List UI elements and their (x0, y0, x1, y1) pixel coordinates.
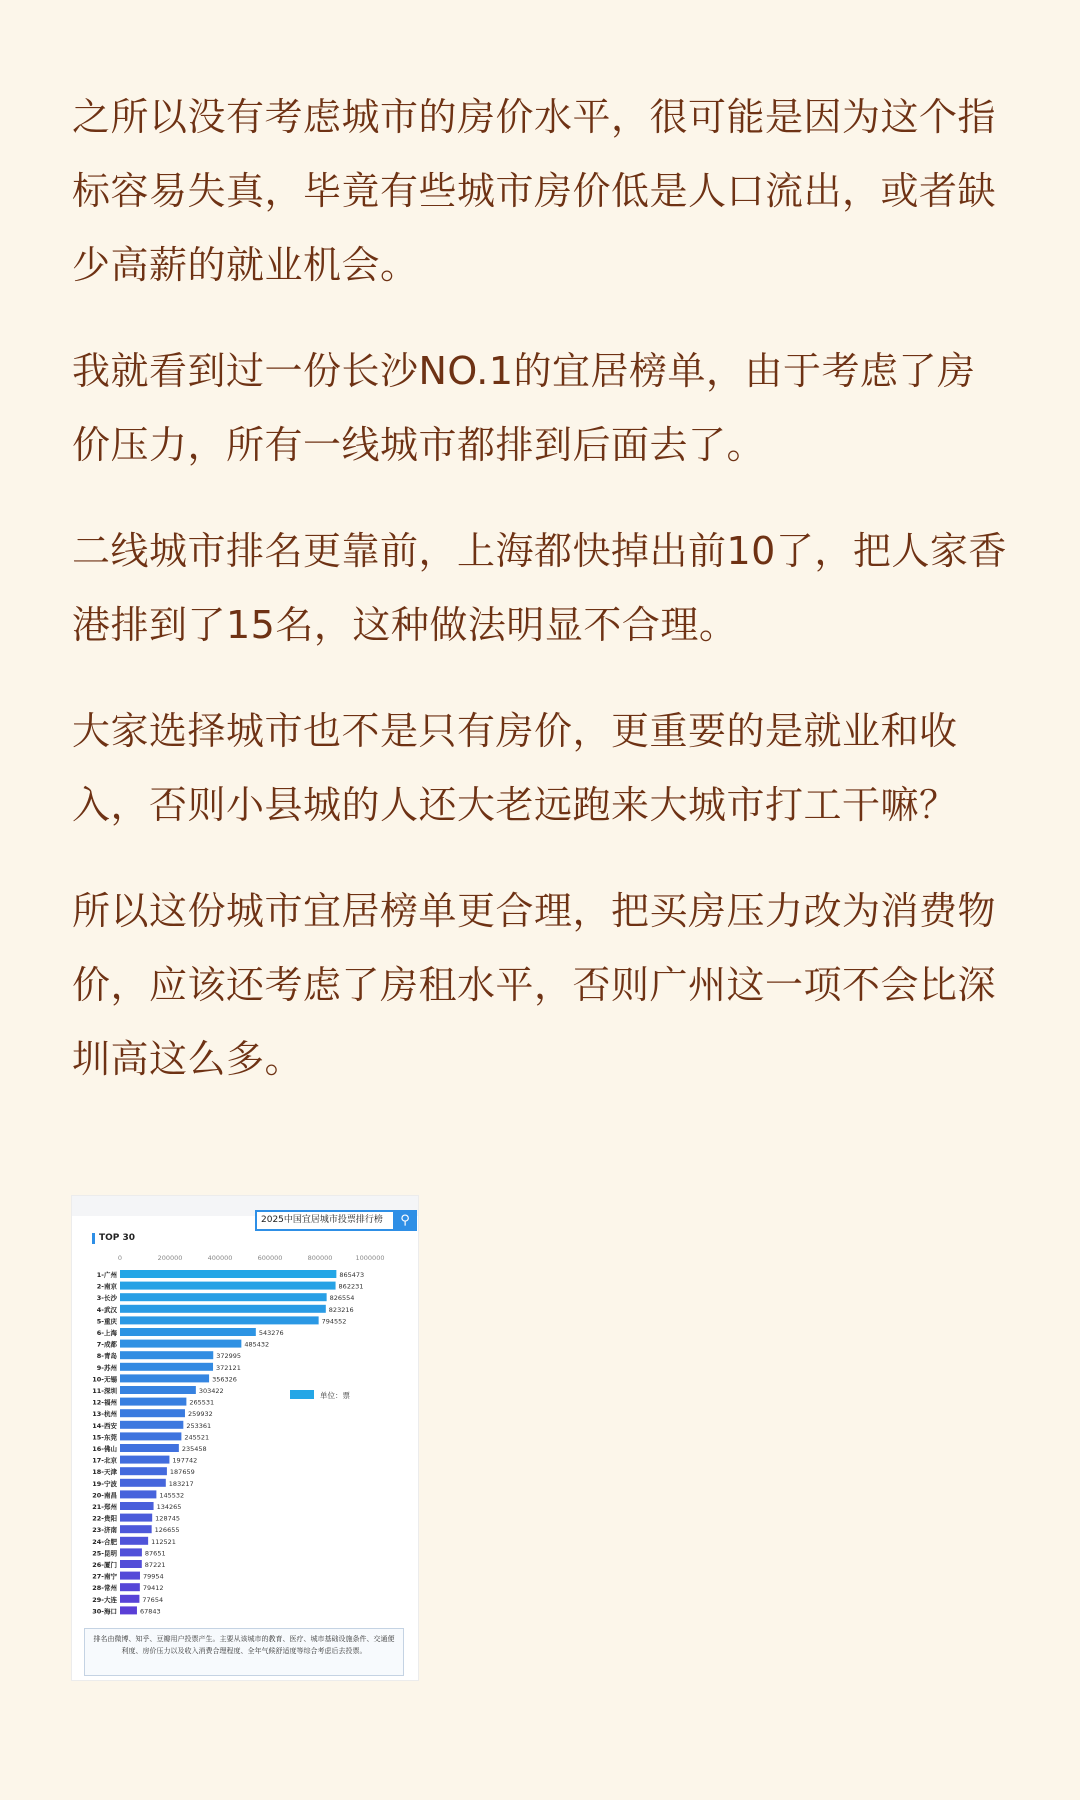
city-label: 6-上海 (96, 1329, 117, 1337)
value-label: 67843 (139, 1607, 161, 1616)
city-label: 26-厦门 (92, 1561, 117, 1569)
paragraph-5: 所以这份城市宜居榜单更合理，把买房压力改为消费物价，应该还考虑了房租水平，否则广州这一项不会比深圳高这么多。 (72, 889, 997, 1081)
city-label: 17-北京 (92, 1456, 117, 1465)
x-tick-label: 600000 (257, 1254, 283, 1262)
legend-label: 单位：票 (320, 1391, 350, 1400)
city-bar (120, 1363, 213, 1371)
city-bar (120, 1421, 183, 1429)
city-bar (120, 1560, 142, 1568)
city-label: 7-成都 (96, 1340, 117, 1349)
value-label: 77654 (142, 1595, 164, 1604)
x-tick-label: 200000 (157, 1254, 183, 1262)
city-label: 4-武汉 (96, 1305, 117, 1314)
x-tick-label: 400000 (207, 1254, 233, 1262)
article (72, 80, 1008, 1128)
city-label: 16-佛山 (92, 1445, 117, 1453)
city-bar (120, 1374, 209, 1382)
city-label: 28-常州 (92, 1584, 117, 1593)
city-label: 19-宁波 (92, 1479, 117, 1488)
city-bar (120, 1351, 213, 1359)
city-label: 22-贵阳 (92, 1514, 117, 1523)
city-bar (120, 1386, 196, 1394)
top30-label: TOP 30 (92, 1233, 135, 1244)
city-label: 20-南昌 (92, 1491, 117, 1500)
city-bar (120, 1340, 241, 1348)
city-label: 23-济南 (92, 1526, 117, 1535)
value-label: 134265 (156, 1503, 182, 1511)
city-label: 11-深圳 (92, 1387, 117, 1395)
city-bar (120, 1456, 169, 1464)
ranking-caption: 排名由微博、知乎、豆瓣用户投票产生。主要从该城市的教育、医疗、城市基础设施条件、交通便利度、房价压力以及收入消费合理程度、全年气候舒适度等综合考虑后去投票。 (84, 1628, 404, 1676)
city-label: 15-东莞 (92, 1433, 117, 1442)
city-label: 27-南宁 (92, 1572, 117, 1581)
search-icon: ⚲ (393, 1210, 417, 1231)
city-bar (120, 1537, 148, 1545)
city-label: 12-福州 (92, 1398, 117, 1407)
ranking-image[interactable] (72, 1196, 418, 1680)
value-label: 112521 (151, 1537, 176, 1546)
value-label: 372121 (216, 1363, 241, 1372)
city-label: 25-昆明 (92, 1549, 117, 1558)
value-label: 823216 (328, 1305, 354, 1314)
city-label: 30-海口 (92, 1607, 117, 1616)
value-label: 235458 (181, 1445, 207, 1453)
paragraph-1: 之所以没有考虑城市的房价水平，很可能是因为这个指标容易失真，毕竟有些城市房价低是人口流出，或者缺少高薪的就业机会。 (72, 95, 997, 287)
city-bar (120, 1595, 139, 1603)
x-tick-label: 1000000 (355, 1254, 385, 1262)
value-label: 187659 (169, 1468, 195, 1477)
city-bar (120, 1293, 327, 1301)
city-label: 13-杭州 (92, 1410, 117, 1419)
value-label: 265531 (189, 1398, 215, 1407)
city-bar (120, 1572, 140, 1580)
city-label: 21-郑州 (92, 1503, 117, 1511)
value-label: 87651 (144, 1549, 166, 1558)
x-tick-label: 800000 (307, 1254, 333, 1262)
value-label: 197742 (172, 1456, 198, 1465)
value-label: 303422 (198, 1387, 224, 1395)
value-label: 79954 (142, 1572, 164, 1581)
ranking-search-box: 2025中国宜居城市投票排行榜 (255, 1210, 395, 1231)
city-bar (120, 1467, 167, 1475)
value-label: 862231 (338, 1282, 364, 1291)
value-label: 356326 (212, 1375, 237, 1384)
city-bar (120, 1514, 152, 1522)
value-label: 245521 (184, 1433, 210, 1442)
city-bar (120, 1305, 326, 1313)
value-label: 826554 (329, 1294, 355, 1303)
value-label: 79412 (142, 1584, 164, 1593)
value-label: 128745 (155, 1514, 181, 1523)
value-label: 145532 (159, 1491, 185, 1500)
value-label: 87221 (144, 1561, 166, 1569)
city-bar (120, 1398, 186, 1406)
paragraph-3: 二线城市排名更靠前，上海都快掉出前10了，把人家香港排到了15名，这种做法明显不合理。 (72, 529, 1007, 647)
city-label: 8-青岛 (96, 1352, 117, 1361)
city-bar (120, 1328, 256, 1336)
value-label: 485432 (244, 1340, 270, 1349)
city-bar (120, 1282, 336, 1290)
city-bar (120, 1502, 154, 1510)
city-label: 14-西安 (92, 1421, 117, 1430)
city-bar (120, 1270, 336, 1278)
value-label: 794552 (321, 1317, 347, 1326)
value-label: 183217 (168, 1479, 194, 1488)
city-label: 2-南京 (96, 1282, 117, 1291)
city-label: 1-广州 (96, 1271, 117, 1279)
city-label: 3-长沙 (96, 1294, 117, 1303)
city-label: 29-大连 (92, 1595, 117, 1604)
ranking-bar-chart (72, 1248, 418, 1626)
city-bar (120, 1548, 142, 1556)
city-label: 10-无锡 (92, 1375, 117, 1384)
city-bar (120, 1525, 152, 1533)
value-label: 372995 (216, 1352, 242, 1361)
value-label: 126655 (154, 1526, 180, 1535)
city-bar (120, 1479, 166, 1487)
city-bar (120, 1583, 140, 1591)
legend-swatch (290, 1390, 314, 1399)
value-label: 865473 (339, 1271, 365, 1279)
city-label: 24-合肥 (92, 1537, 117, 1546)
paragraph-2: 我就看到过一份长沙NO.1的宜居榜单，由于考虑了房价压力，所有一线城市都排到后面去了。 (72, 349, 976, 467)
paragraph-4: 大家选择城市也不是只有房价，更重要的是就业和收入，否则小县城的人还大老远跑来大城市打工干嘛？ (72, 709, 958, 827)
city-label: 5-重庆 (96, 1317, 117, 1326)
city-bar (120, 1444, 179, 1452)
city-label: 18-天津 (92, 1468, 117, 1477)
city-bar (120, 1490, 156, 1498)
value-label: 259932 (187, 1410, 213, 1419)
city-bar (120, 1316, 319, 1324)
city-label: 9-苏州 (96, 1363, 117, 1372)
city-bar (120, 1432, 181, 1440)
city-bar (120, 1606, 137, 1614)
x-tick-label: 0 (117, 1254, 123, 1262)
city-bar (120, 1409, 185, 1417)
value-label: 253361 (186, 1421, 212, 1430)
value-label: 543276 (258, 1329, 284, 1337)
